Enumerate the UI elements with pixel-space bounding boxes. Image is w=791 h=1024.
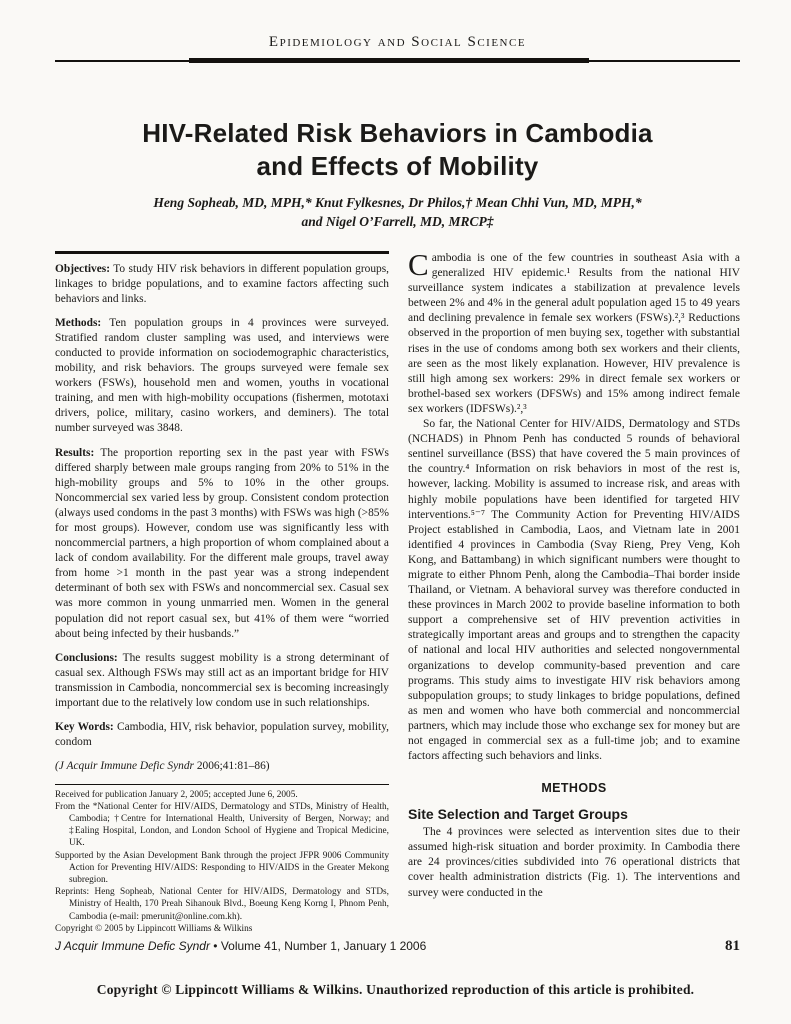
page-number: 81	[725, 938, 740, 954]
abstract-keywords	[55, 720, 389, 750]
abstract-objectives	[55, 262, 389, 307]
running-head: Epidemiology and Social Science	[268, 34, 527, 50]
footnote-funding: Supported by the Asian Development Bank through the project JFPR 9006 Community Action for Preventing HIV/AIDS: Responding to HIV/AIDS in the Greater Mekong subregion.	[55, 850, 389, 885]
site-selection-heading: Site Selection and Target Groups	[408, 806, 628, 823]
header-rule-thick	[189, 58, 590, 63]
abstract-results	[55, 446, 389, 642]
header-rule	[55, 58, 740, 63]
journal-citation	[55, 759, 389, 774]
keywords-label: Key Words:	[55, 721, 114, 734]
two-column-body	[55, 247, 740, 935]
conclusions-label: Conclusions:	[55, 651, 118, 664]
article-title	[55, 117, 740, 183]
footnote-received: Received for publication January 2, 2005; accepted June 6, 2005.	[55, 789, 298, 800]
footer-issue-info: • Volume 41, Number 1, January 1 2006	[209, 939, 427, 953]
abstract	[55, 262, 389, 784]
objectives-label: Objectives:	[55, 262, 111, 275]
drop-cap: C	[408, 247, 429, 282]
footnote-affiliations: From the *National Center for HIV/AIDS, Dermatology and STDs, Ministry of Health, Cambodia; †Centre for International Health, University of Bergen, Norway; and ‡Ealing Hospital, London, and London School of Hygiene and Tropical Medicine, UK.	[55, 801, 389, 849]
left-column	[55, 251, 389, 935]
footer-journal-name: J Acquir Immune Defic Syndr	[55, 939, 210, 953]
footer-journal-info	[55, 939, 426, 953]
abstract-top-rule	[55, 251, 389, 254]
footnote-copyright: Copyright © 2005 by Lippincott Williams & Wilkins	[55, 923, 253, 934]
page-footer	[55, 938, 740, 955]
results-text: The proportion reporting sex in the past year with FSWs differed sharply between male groups ranging from 20% to 51% in the high-mobility groups and 5% to 10% in the other groups. Noncommercial sex varied less by group. Consistent condom protection (always used condoms in the past 3 months) with FSWs was high (>85% for most groups). However, condom use was significantly less with noncommercial partners, a high proportion of whom complained about a lack of condom availability. For the different male groups, travel away from home >1 month in the past year was a strong independent determinant of both sex with FSWs and noncommercial sex. Casual sex was more common in young unmarried men. Women in the general population did not report casual sex, but 41% of them were “worried about being infected by their husbands.”	[55, 446, 389, 640]
footnote-reprints: Reprints: Heng Sopheab, National Center for HIV/AIDS, Dermatology and STDs, Ministry of Health, 170 Preah Sihanouk Blvd., Boeung Keng Korng I, Phnom Penh, Cambodia (e-mail: pmerunit@online.com.kh).	[55, 887, 389, 922]
intro-text: ambodia is one of the few countries in southeast Asia with a generalized HIV epidemic.¹ Results from the national HIV surveillance system indicates a stabilization at prevalence levels between 2% and 4% in the general adult population aged 15 to 49 years and declining prevalence in female sex workers (FSWs).²,³ Reductions observed in the proportion of men buying sex, together with substantial rises in the use of condoms among both sex workers and their clients, are seen as the most likely explanation. However, HIV prevalence is still high among sex workers: 29% in direct female sex workers or brothel-based sex workers (DFSWs) and 15% among indirect female sex workers (IDFSWs).²,³	[408, 252, 740, 415]
article-title-line2: and Effects of Mobility	[256, 151, 539, 181]
abstract-conclusions	[55, 651, 389, 711]
methods-text: Ten population groups in 4 provinces were surveyed. Stratified random cluster sampling was used, and interviews were conducted to provide information on sociodemographic characteristics, mobility, and risk behaviors. The groups surveyed were female sex workers (FSWs), household men and women, youths in vocational training, and men with high-mobility occupations (fishermen, mototaxi drivers, police, military, casino workers, and deminers). The total number surveyed was 3848.	[55, 316, 389, 435]
intro-paragraph-2: So far, the National Center for HIV/AIDS, Dermatology and STDs (NCHADS) in Phnom Penh has conducted 5 rounds of behavioral sentinel surveillance (BSS) that have covered the 5 main provinces of the country.⁴ Information on risk behaviors in most of the rest is, however, lacking. Mobility is assumed to increase risk, and areas with highly mobile populations have been identified for targeted HIV interventions.⁵⁻⁷ The Community Action for Preventing HIV/AIDS Project established in Cambodia, Laos, and Vietnam late in 2001 identified 4 provinces in Cambodia (Svay Rieng, Prey Veng, Koh Kong, and Battambang) in which significant numbers were thought to migrate to either Phnom Penh, along the Cambodia–Thai border inside Thailand, or Vietnam. A behavioral survey was therefore conducted in these provinces in March 2002 to provide baseline information to both support a comprehensive set of HIV prevention activities in strategically important areas and groups and to strengthen the capacity of national and local HIV authorities and selected nongovernmental organizations to develop community-based prevention and care programs. This study aims to investigate HIV risk behaviors among subpopulation groups; to study linkages to bridge populations, defined as men and women who have both commercial and noncommercial partners, which may include those who exchange sex for money but are not engaged in commercial sex as a full-time job; and to examine factors affecting such behaviors and links.	[408, 418, 740, 763]
author-byline	[55, 193, 740, 231]
author-line2: and Nigel O’Farrell, MD, MRCP‡	[301, 214, 494, 229]
copyright-banner: Copyright © Lippincott Williams & Wilkins. Unauthorized reproduction of this article is prohibited.	[96, 982, 695, 997]
abstract-methods	[55, 316, 389, 437]
author-line1: Heng Sopheab, MD, MPH,* Knut Fylkesnes, Dr Philos,† Mean Chhi Vun, MD, MPH,*	[153, 195, 642, 210]
intro-paragraph	[408, 247, 740, 417]
footnote-block	[55, 784, 389, 935]
keywords-text: Cambodia, HIV, risk behavior, population survey, mobility, condom	[55, 721, 389, 749]
site-selection-paragraph: The 4 provinces were selected as intervention sites due to their assumed high-risk situation and border proximity. In Cambodia there are 24 provinces/cities subdivided into 76 operational districts that cover health administration districts (Fig. 1). The interventions and survey were conducted in the	[408, 826, 740, 899]
article-title-line1: HIV-Related Risk Behaviors in Cambodia	[142, 118, 653, 148]
conclusions-text: The results suggest mobility is a strong determinant of casual sex. Although FSWs may still act as an important bridge for HIV transmission in Cambodia, noncommercial sex is becoming increasingly important due to the relatively low condom use in such relationships.	[55, 651, 389, 710]
citation-journal-name: (J Acquir Immune Defic Syndr	[55, 760, 194, 773]
results-label: Results:	[55, 446, 95, 459]
objectives-text: To study HIV risk behaviors in different population groups, linkages to bridge populations, and to examine factors affecting such behaviors and links.	[55, 262, 389, 305]
right-column	[408, 247, 740, 935]
methods-label: Methods:	[55, 316, 102, 329]
citation-volume-info: 2006;41:81–86)	[193, 760, 270, 773]
methods-section-heading: METHODS	[541, 781, 607, 796]
